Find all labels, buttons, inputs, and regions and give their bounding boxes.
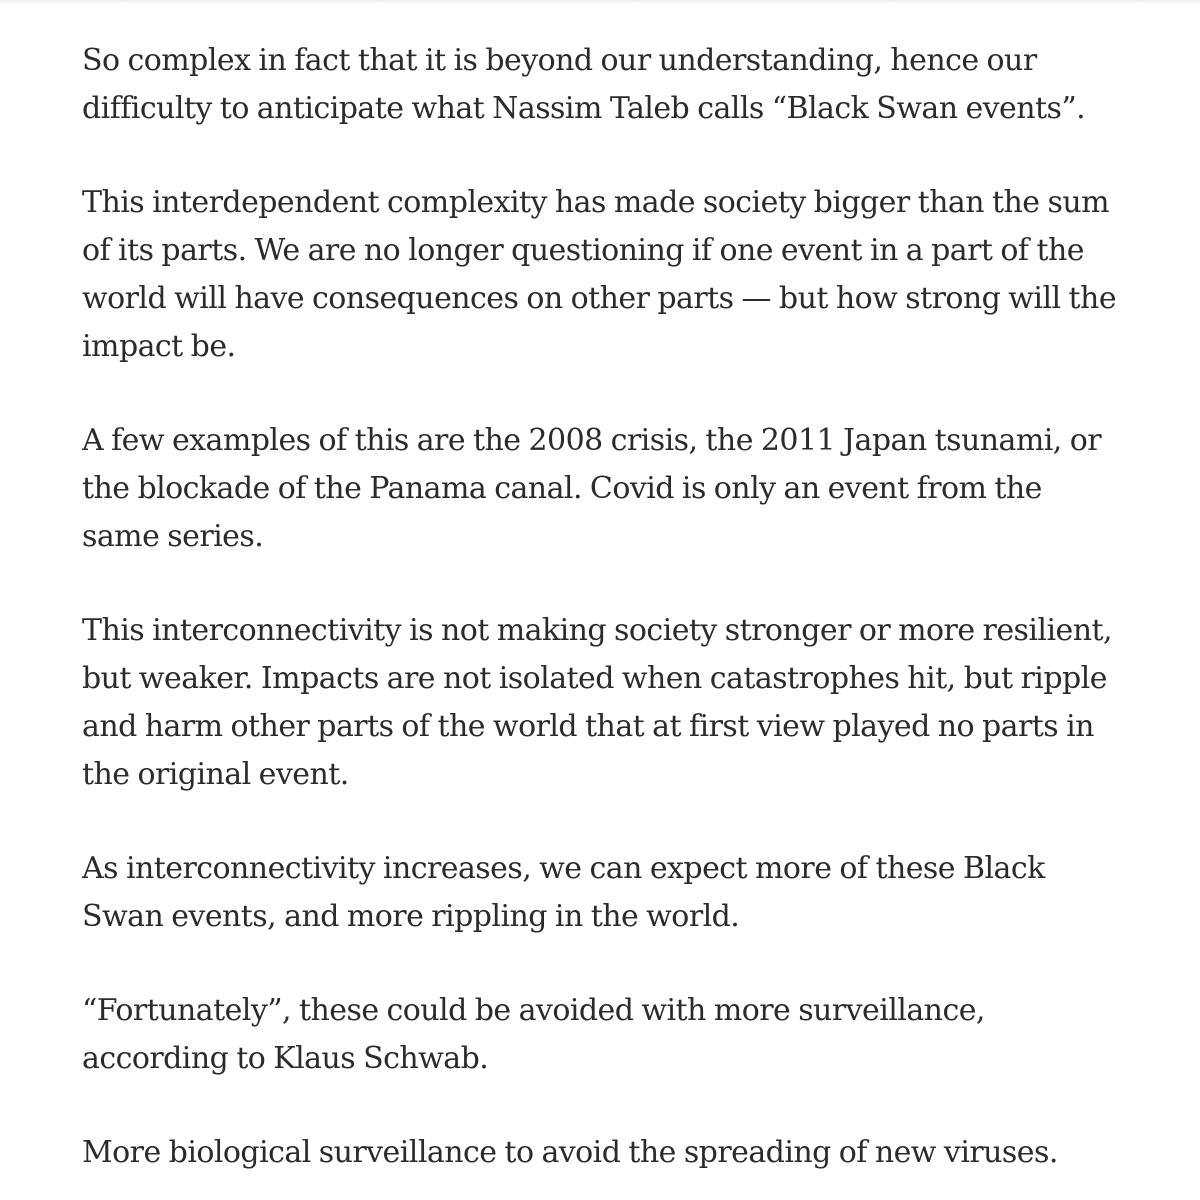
paragraph-line: So complex in fact that it is beyond our understanding, hence our (82, 43, 1037, 78)
paragraph-line: More biological surveillance to avoid the spreading of new viruses. (82, 1135, 1058, 1170)
paragraph-line: As interconnectivity increases, we can expect more of these Black (82, 851, 1045, 886)
paragraph-line: This interdependent complexity has made society bigger than the sum (82, 185, 1110, 220)
paragraph-line: impact be. (82, 329, 236, 364)
paragraph-line: according to Klaus Schwab. (82, 1041, 489, 1076)
paragraph-line: same series. (82, 519, 264, 554)
paragraph-surveillance (82, 987, 1122, 1083)
paragraph-line: world will have consequences on other parts — but how strong will the (82, 281, 1117, 316)
paragraph-line: A few examples of this are the 2008 crisis, the 2011 Japan tsunami, or (82, 423, 1102, 458)
paragraph-line: “Fortunately”, these could be avoided with more surveillance, (82, 993, 985, 1028)
paragraph-examples (82, 417, 1122, 561)
paragraph-black-swan (82, 845, 1122, 941)
paragraph-line: but weaker. Impacts are not isolated when catastrophes hit, but ripple (82, 661, 1107, 696)
paragraph-interdependence (82, 179, 1122, 371)
paragraph-complexity (82, 37, 1122, 133)
paragraph-line: and harm other parts of the world that at first view played no parts in (82, 709, 1094, 744)
top-bar-shadow (0, 0, 1200, 4)
paragraph-line: Swan events, and more rippling in the world. (82, 899, 740, 934)
paragraph-line: of its parts. We are no longer questioning if one event in a part of the (82, 233, 1084, 268)
paragraph-line: This interconnectivity is not making society stronger or more resilient, (82, 613, 1112, 648)
paragraph-line: the original event. (82, 757, 349, 792)
article-body (82, 37, 1122, 1200)
paragraph-line: the blockade of the Panama canal. Covid is only an event from the (82, 471, 1042, 506)
paragraph-interconnectivity (82, 607, 1122, 799)
paragraph-biological (82, 1129, 1122, 1177)
paragraph-line: difficulty to anticipate what Nassim Taleb calls “Black Swan events”. (82, 91, 1086, 126)
